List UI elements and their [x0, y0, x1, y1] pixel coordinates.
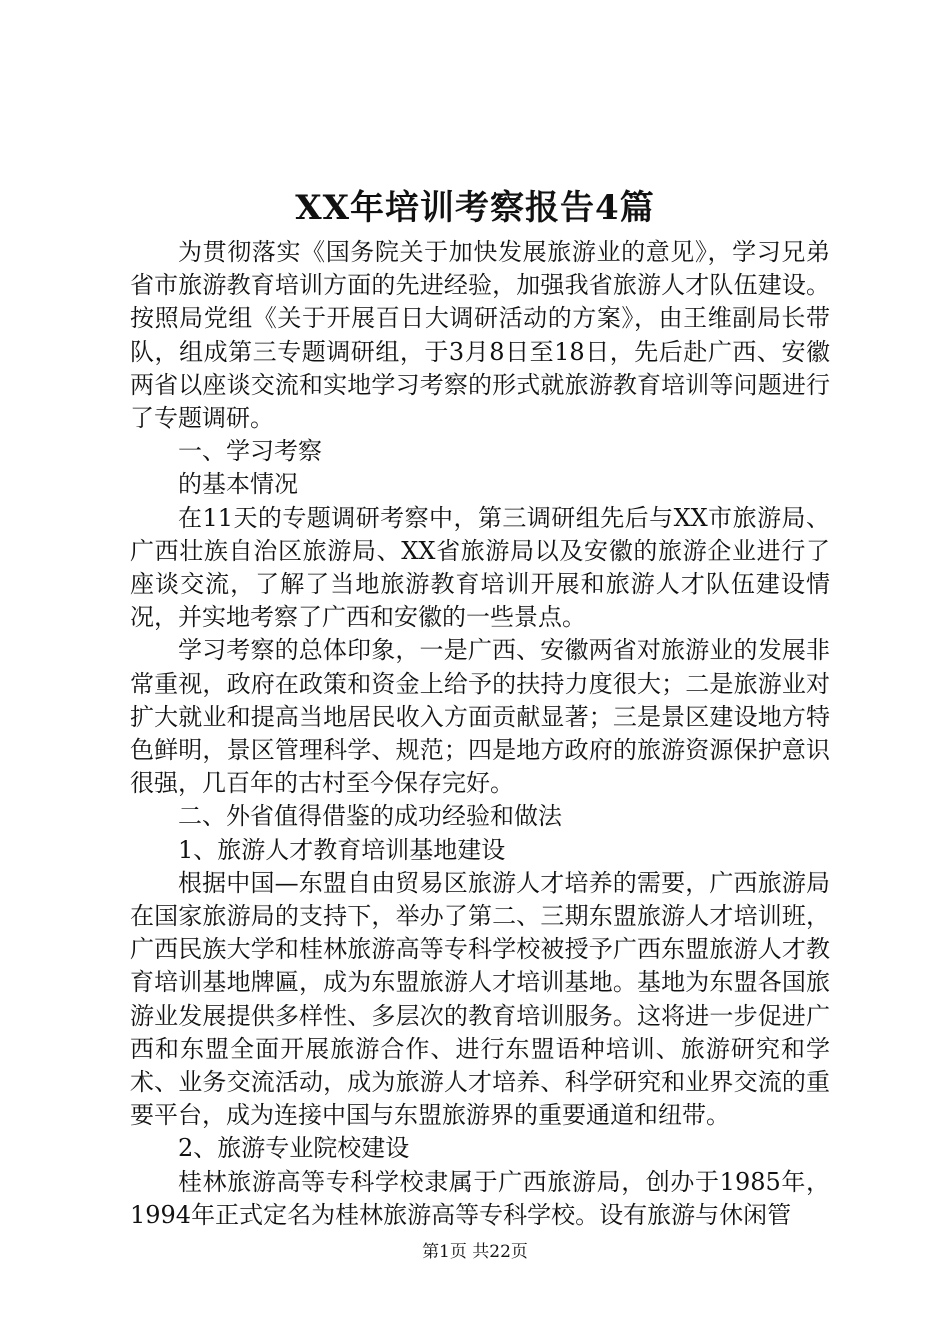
paragraph-training-base: 根据中国—东盟自由贸易区旅游人才培养的需要，广西旅游局在国家旅游局的支持下，举办了第二、三期东盟旅游人才培训班，广西民族大学和桂林旅游高等专科学校被授予广西东盟旅游人才教育培训基地牌匾，成为东盟旅游人才培训基地。基地为东盟各国旅游业发展提供多样性、多层次的教育培训服务。这将进一步促进广西和东盟全面开展旅游合作、进行东盟语种培训、旅游研究和学术、业务交流活动，成为旅游人才培养、科学研究和业界交流的重要平台，成为连接中国与东盟旅游界的重要通道和纽带。	[130, 868, 830, 1130]
subheading-colleges: 2、旅游专业院校建设	[178, 1134, 410, 1163]
heading-section-1-cont: 的基本情况	[178, 470, 298, 499]
heading-section-2: 二、外省值得借鉴的成功经验和做法	[178, 802, 562, 831]
document-body	[130, 236, 830, 1232]
heading-section-1: 一、学习考察	[178, 437, 322, 466]
document-title: XX年培训考察报告4篇	[295, 188, 655, 228]
page-footer: 第1页 共22页	[422, 1242, 528, 1262]
paragraph-overall-impression: 学习考察的总体印象，一是广西、安徽两省对旅游业的发展非常重视，政府在政策和资金上给予的扶持力度很大；二是旅游业对扩大就业和提高当地居民收入方面贡献显著；三是景区建设地方特色鲜明，景区管理科学、规范；四是地方政府的旅游资源保护意识很强，几百年的古村至今保存完好。	[130, 636, 830, 798]
paragraph-intro: 为贯彻落实《国务院关于加快发展旅游业的意见》，学习兄弟省市旅游教育培训方面的先进经验，加强我省旅游人才队伍建设。按照局党组《关于开展百日大调研活动的方案》，由王维副局长带队，组成第三专题调研组，于3月8日至18日，先后赴广西、安徽两省以座谈交流和实地学习考察的形式就旅游教育培训等问题进行了专题调研。	[130, 238, 830, 433]
paragraph-basic-info: 在11天的专题调研考察中，第三调研组先后与XX市旅游局、广西壮族自治区旅游局、XX省旅游局以及安徽的旅游企业进行了座谈交流，了解了当地旅游教育培训开展和旅游人才队伍建设情况，并实地考察了广西和安徽的一些景点。	[130, 503, 830, 632]
subheading-training-base: 1、旅游人才教育培训基地建设	[178, 835, 506, 864]
paragraph-colleges: 桂林旅游高等专科学校隶属于广西旅游局，创办于1985年，1994年正式定名为桂林旅游高等专科学校。设有旅游与休闲管	[130, 1167, 830, 1229]
